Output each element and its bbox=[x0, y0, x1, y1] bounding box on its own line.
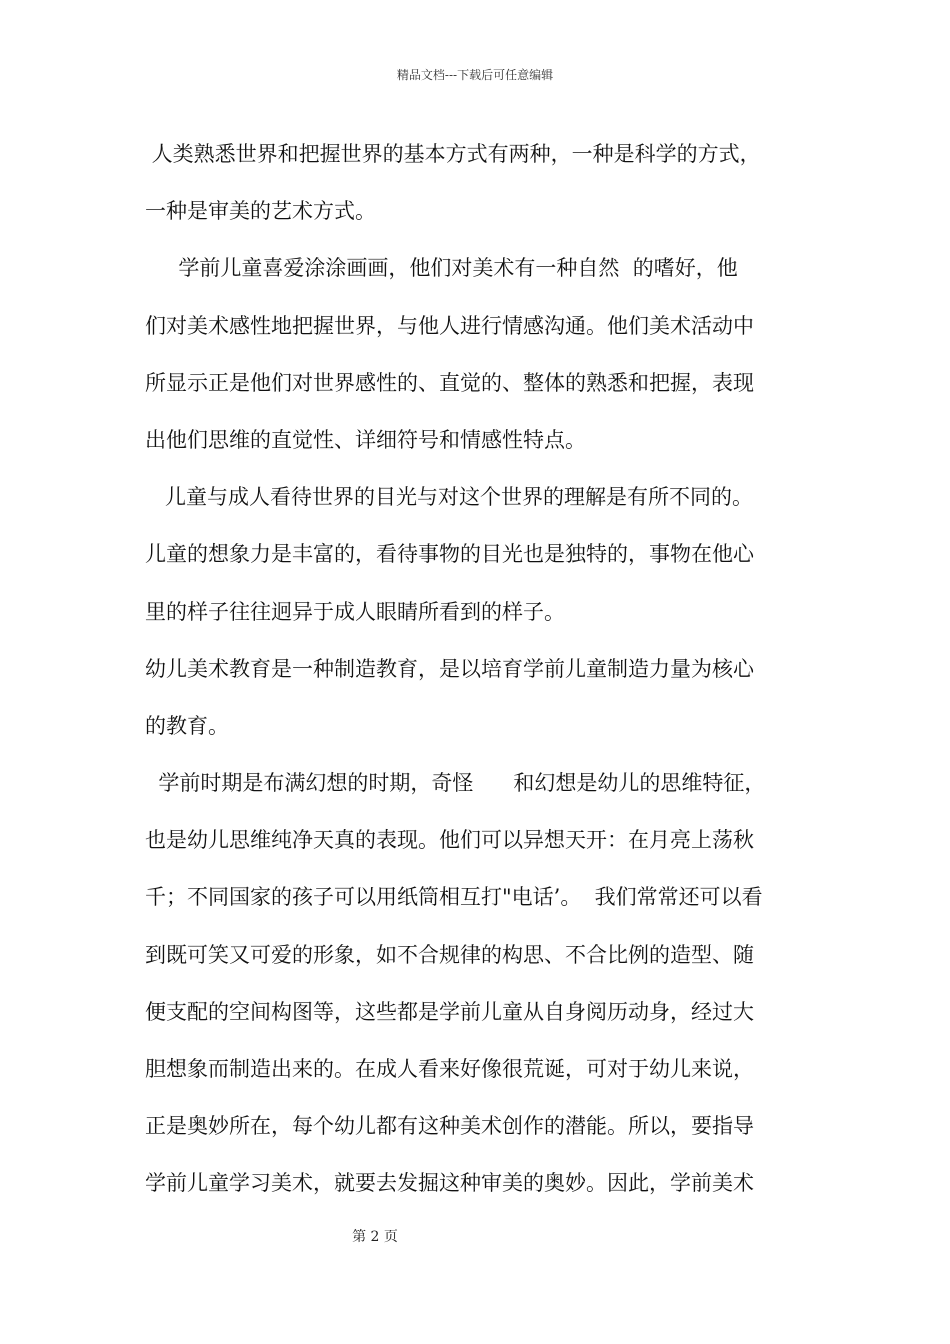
text-line: 人类熟悉世界和把握世界的基本方式有两种，一种是科学的方式， bbox=[145, 142, 761, 166]
text-line: 幼儿美术教育是一种制造教育，是以培育学前儿童制造力量为核心 bbox=[145, 656, 754, 681]
text-line: 出他们思维的直觉性、详细符号和情感性特点。 bbox=[145, 427, 586, 452]
text-line: 一种是审美的艺术方式。 bbox=[145, 199, 376, 224]
page-header: 精品文档---下载后可任意编辑 bbox=[396, 68, 554, 82]
text-line: 的教育。 bbox=[145, 713, 229, 738]
text-line: 正是奥妙所在，每个幼儿都有这种美术创作的潜能。所以，要指导 bbox=[145, 1114, 754, 1139]
text-line: 里的样子往往迥异于成人眼睛所看到的样子。 bbox=[145, 599, 565, 624]
text-line: 也是幼儿思维纯净天真的表现。他们可以异想天开：在月亮上荡秋 bbox=[145, 828, 754, 853]
text-line: 学前时期是布满幻想的时期，奇怪 和幻想是幼儿的思维特征， bbox=[145, 771, 766, 796]
text-line: 儿童的想象力是丰富的，看待事物的目光也是独特的，事物在他心 bbox=[145, 542, 754, 567]
page-number: 第 2 页 bbox=[352, 1229, 398, 1245]
text-line: 便支配的空间构图等，这些都是学前儿童从自身阅历动身，经过大 bbox=[145, 999, 754, 1024]
document-body bbox=[145, 126, 815, 1213]
text-line: 们对美术感性地把握世界，与他人进行情感沟通。他们美术活动中 bbox=[145, 313, 754, 338]
text-line: 到既可笑又可爱的形象，如不合规律的构思、不合比例的造型、随 bbox=[145, 942, 754, 967]
text-line: 学前儿童喜爱涂涂画画，他们对美术有一种自然 的嗜好，他 bbox=[145, 256, 738, 281]
text-line: 学前儿童学习美术，就要去发掘这种审美的奥妙。因此，学前美术 bbox=[145, 1171, 754, 1196]
text-line: 所显示正是他们对世界感性的、直觉的、整体的熟悉和把握，表现 bbox=[145, 370, 754, 395]
text-line: 儿童与成人看待世界的目光与对这个世界的理解是有所不同的。 bbox=[145, 485, 754, 510]
text-line: 千；不同国家的孩子可以用纸筒相互打"电话’。 我们常常还可以看 bbox=[145, 885, 763, 910]
text-line: 胆想象而制造出来的。在成人看来好像很荒诞，可对于幼儿来说， bbox=[145, 1057, 754, 1081]
